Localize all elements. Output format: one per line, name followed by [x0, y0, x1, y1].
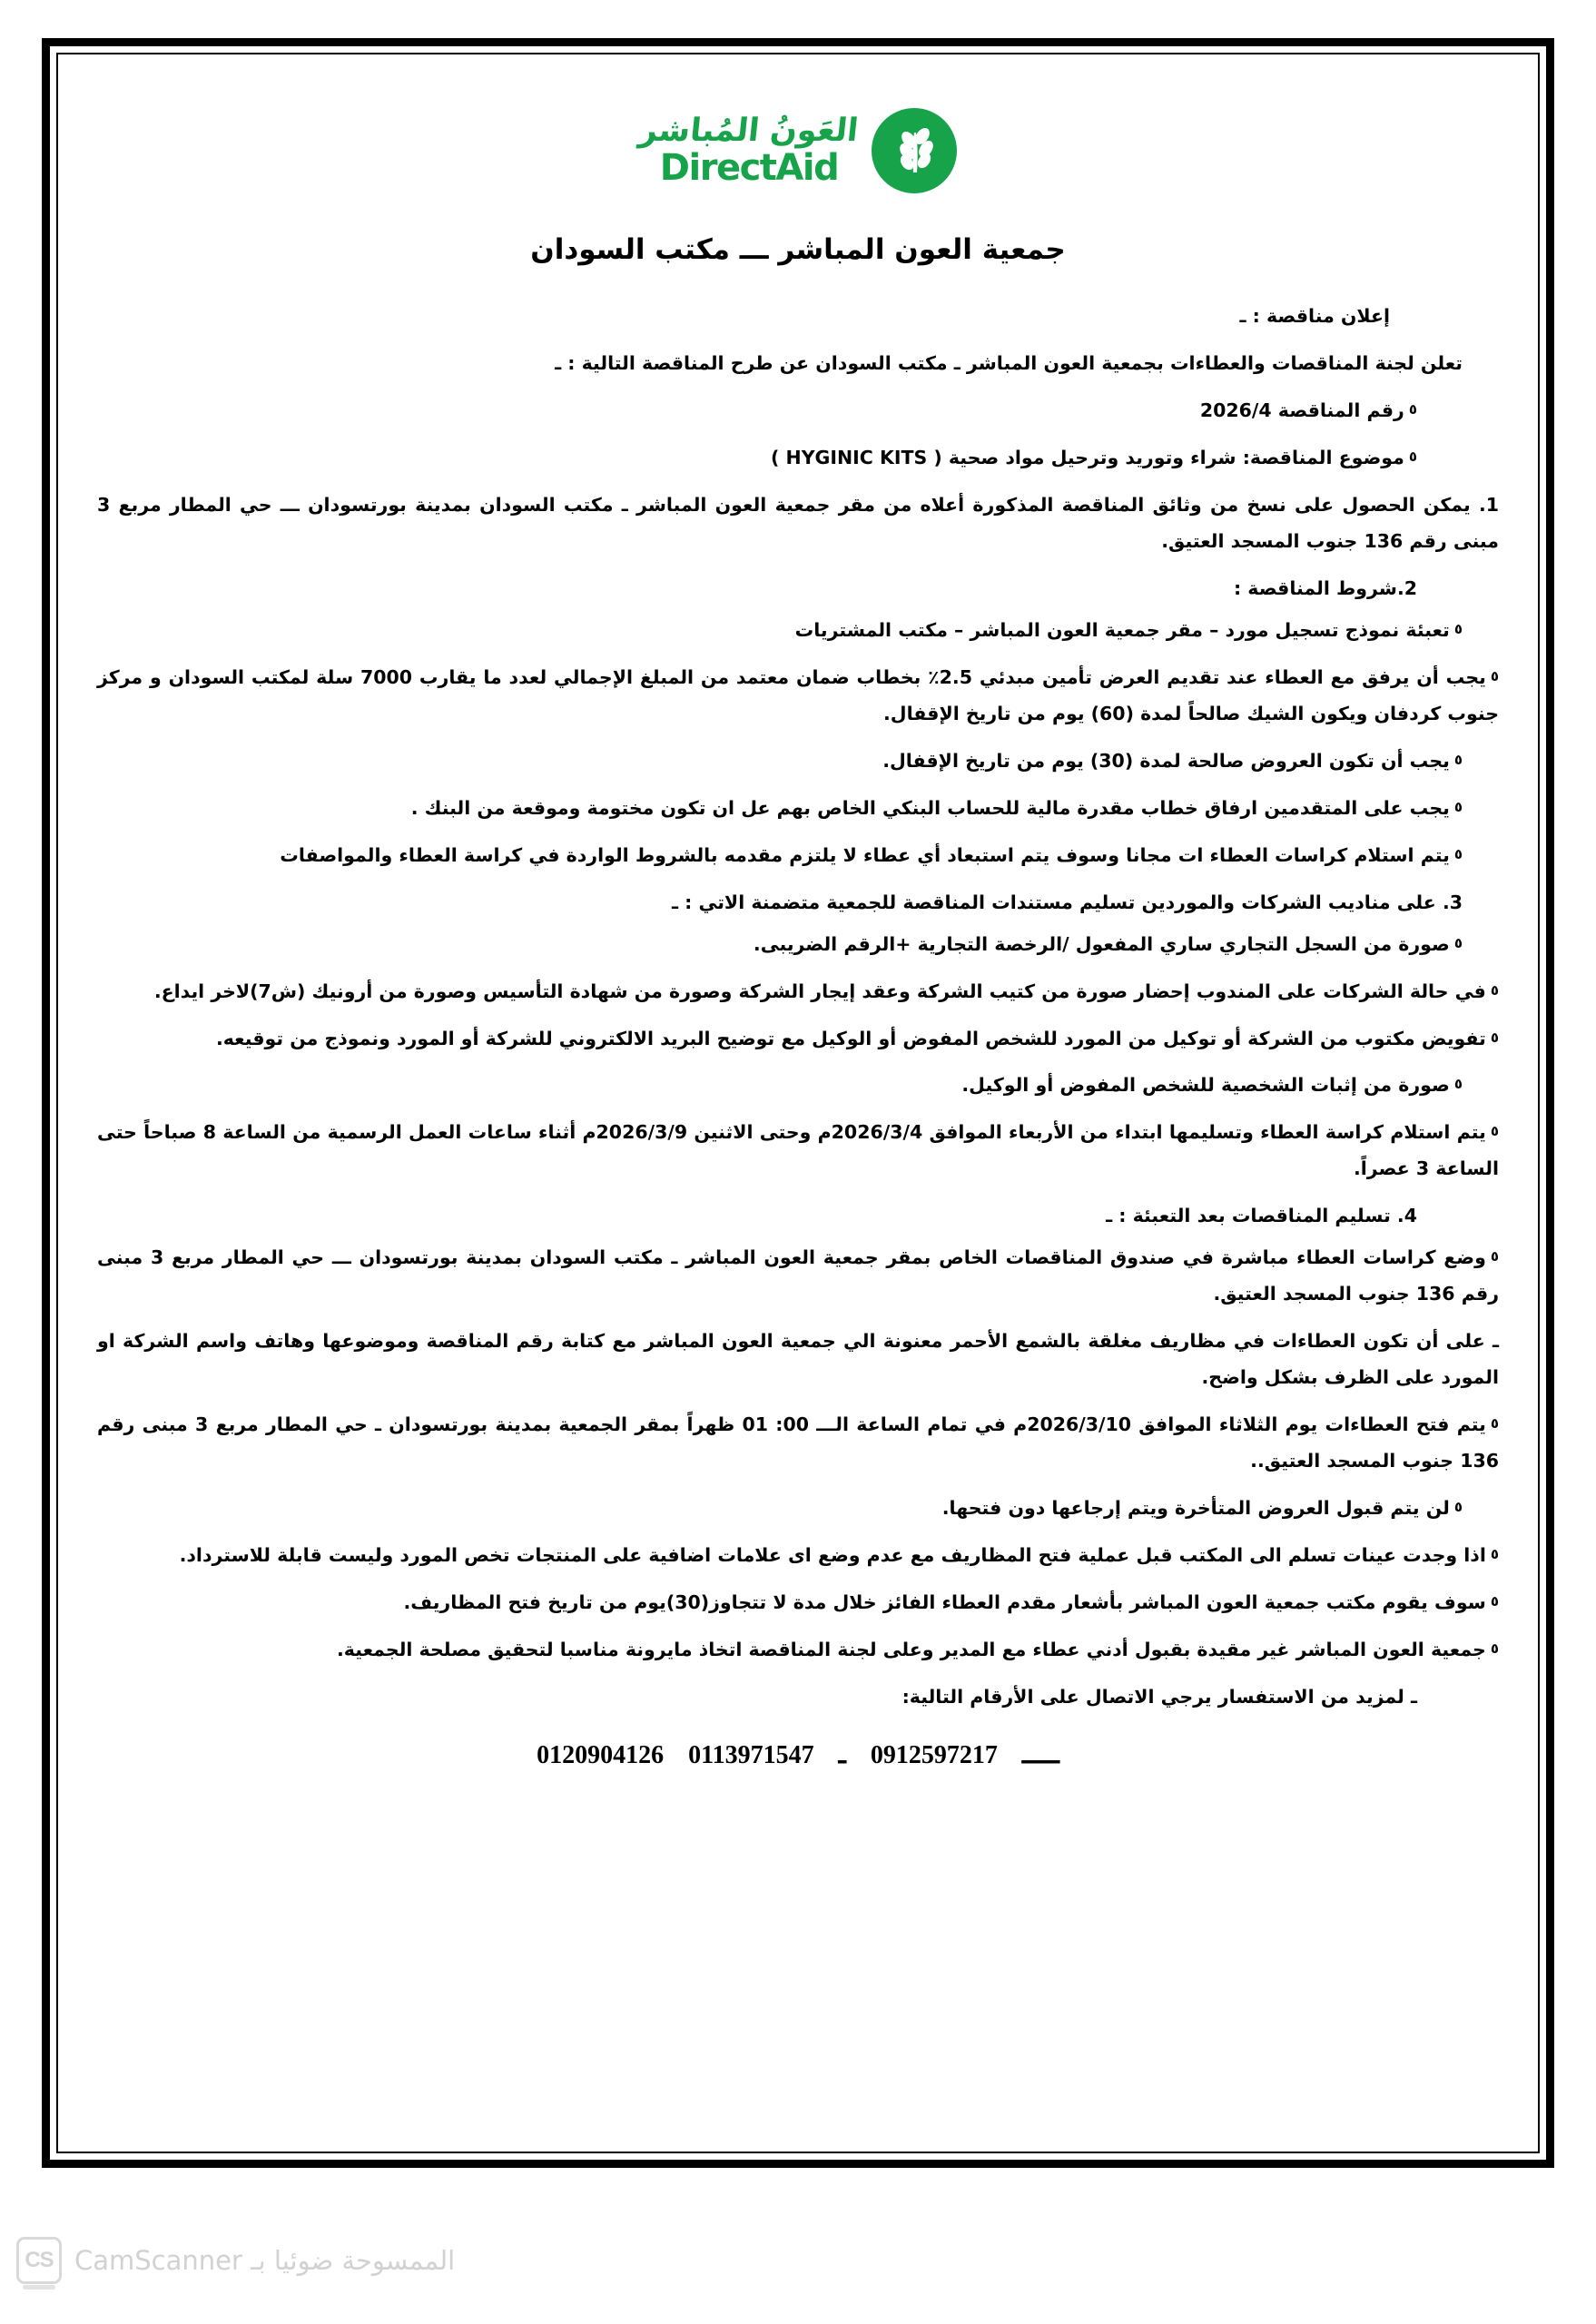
- clause-3-bullet-4: ٥صورة من إثبات الشخصية للشخص المفوض أو الوكيل.: [961, 1074, 1463, 1097]
- clause-3-heading: 3. على مناديب الشركات والموردين تسليم مستندات المناقصة للجمعية متضمنة الاتي : ـ: [672, 891, 1463, 913]
- clause-4-bullet-4: ٥لن يتم قبول العروض المتأخرة ويتم إرجاعها دون فتحها.: [941, 1497, 1463, 1520]
- document-page-frame: [42, 38, 1554, 2168]
- clause-3-bullet-1: ٥صورة من السجل التجاري ساري المفعول /الرخصة التجارية +الرقم الضريبى.: [753, 932, 1463, 955]
- logo-english-name: DirectAid: [659, 147, 839, 189]
- clause-3-bullet-2: ٥في حالة الشركات على المندوب إحضار صورة من كتيب الشركة وعقد إيجار الشركة وصورة من شهادة التأسيس وصورة من أرونيك (ش7)لاخر ايداع.: [153, 980, 1499, 1002]
- camscanner-watermark: [16, 2237, 455, 2284]
- page-title: جمعية العون المباشر ـــ مكتب السودان: [530, 233, 1066, 266]
- tender-number-line: ٥رقم المناقصة 2026/4: [1199, 399, 1417, 421]
- clause-3-bullet-3: ٥تفويض مكتوب من الشركة أو توكيل من المورد للشخص المفوض أو الوكيل مع توضيح البريد الالكتروني للشركة أو المورد ونموذج من توقيعه.: [215, 1027, 1499, 1049]
- announcement-content: [97, 299, 1499, 1770]
- contact-phone-numbers: [97, 1739, 1499, 1770]
- phone-separator-1: ـــــ: [1021, 1741, 1059, 1769]
- clause-2-bullet-3: ٥يجب أن تكون العروض صالحة لمدة (30) يوم من تاريخ الإقفال.: [882, 749, 1463, 772]
- clause-4-bullet-5: ٥اذا وجدت عينات تسلم الى المكتب قبل عملية فتح المظاريف مع عدم وضع اى علامات اضافية على المنتجات تخص المورد وليست قابلة للاسترداد.: [179, 1544, 1499, 1567]
- document-body: [50, 46, 1546, 2160]
- clause-2-bullet-1: ٥تعبئة نموذج تسجيل مورد – مقر جمعية العون المباشر – مكتب المشتريات: [794, 618, 1463, 641]
- clause-2-heading: 2.شروط المناقصة :: [1233, 576, 1417, 599]
- phone-number-2: 0912597217: [870, 1741, 998, 1769]
- organization-logo: [97, 108, 1499, 193]
- contact-intro: ـ لمزيد من الاستفسار يرجي الاتصال على الأرقام التالية:: [901, 1686, 1417, 1709]
- clause-4-bullet-3: ٥يتم فتح العطاءات يوم الثلاثاء الموافق 2026/3/10م في تمام الساعة الـــ 00: 01 ظهراً بمقر الجمعية بمدينة بورتسودان ـ حي المطار مربع 3 مبنى رقم 136 جنوب المسجد العتيق..: [97, 1413, 1499, 1472]
- camscanner-icon: CS: [16, 2237, 62, 2284]
- clause-4-bullet-2: ـ على أن تكون العطاءات في مظاريف مغلقة بالشمع الأحمر معنونة الي جمعية العون المباشر مع كتابة رقم المناقصة وموضوعها وهاتف واسم الشركة او المورد على الظرف بشكل واضح.: [97, 1330, 1499, 1389]
- tender-subject-line: ٥موضوع المناقصة: شراء وتوريد وترحيل مواد صحية ( HYGINIC KITS ): [771, 446, 1417, 468]
- wheat-sheaf-icon: [872, 108, 957, 193]
- clause-3-bullet-5: ٥يتم استلام كراسة العطاء وتسليمها ابتداء من الأربعاء الموافق 2026/3/4م وحتى الاثنين 2026/3/9م أثناء ساعات العمل الرسمية من الساعة 8 صباحاً حتى الساعة 3 عصراً.: [97, 1121, 1499, 1180]
- logo-arabic-name: العَونُ المُباشر: [637, 113, 861, 149]
- clause-4-bullet-7: ٥جمعية العون المباشر غير مقيدة بقبول أدني عطاء مع المدير وعلى لجنة المناقصة اتخاذ مايرونة مناسبا لتحقيق مصلحة الجمعية.: [337, 1639, 1499, 1661]
- clause-2-bullet-4: ٥يجب على المتقدمين ارفاق خطاب مقدرة مالية للحساب البنكي الخاص بهم عل ان تكون مختومة وموقعة من البنك .: [410, 796, 1463, 819]
- clause-2-bullet-5: ٥يتم استلام كراسات العطاء ات مجانا وسوف يتم استبعاد أي عطاء لا يلتزم مقدمه بالشروط الواردة في كراسة العطاء والمواصفات: [280, 843, 1463, 866]
- camscanner-label: الممسوحة ضوئيا بـ CamScanner: [74, 2245, 456, 2276]
- clause-4-heading: 4. تسليم المناقصات بعد التعبئة : ـ: [1106, 1205, 1417, 1227]
- announcement-label: إعلان مناقصة : ـ: [1239, 305, 1390, 327]
- clause-2-bullet-2: ٥يجب أن يرفق مع العطاء عند تقديم العرض تأمين مبدئي 2.5٪ بخطاب ضمان معتمد من المبلغ الإجمالي لعدد ما يقارب 7000 سلة لمكتب السودان و مركز جنوب كردفان ويكون الشيك صالحاً لمدة (60) يوم من تاريخ الإقفال.: [97, 665, 1499, 724]
- clause-4-bullet-1: ٥وضع كراسات العطاء مباشرة في صندوق المناقصات الخاص بمقر جمعية العون المباشر ـ مكتب السودان بمدينة بورتسودان ـــ حي المطار مربع 3 مبنى رقم 136 جنوب المسجد العتيق.: [97, 1246, 1499, 1305]
- phone-number-3: 0113971547: [688, 1741, 814, 1769]
- phone-number-1: 0120904126: [537, 1741, 665, 1769]
- clause-1: 1. يمكن الحصول على نسخ من وثائق المناقصة المذكورة أعلاه من مقر جمعية العون المباشر ـ مكتب السودان بمدينة بورتسودان ـــ حي المطار مربع 3 مبنى رقم 136 جنوب المسجد العتيق.: [97, 493, 1499, 552]
- phone-separator-2: ـ: [838, 1741, 846, 1769]
- clause-4-bullet-6: ٥سوف يقوم مكتب جمعية العون المباشر بأشعار مقدم العطاء الفائز خلال مدة لا تتجاوز(30)يوم من تاريخ فتح المظاريف.: [403, 1591, 1499, 1614]
- announcement-intro: تعلن لجنة المناقصات والعطاءات بجمعية العون المباشر ـ مكتب السودان عن طرح المناقصة التالية : ـ: [555, 351, 1463, 374]
